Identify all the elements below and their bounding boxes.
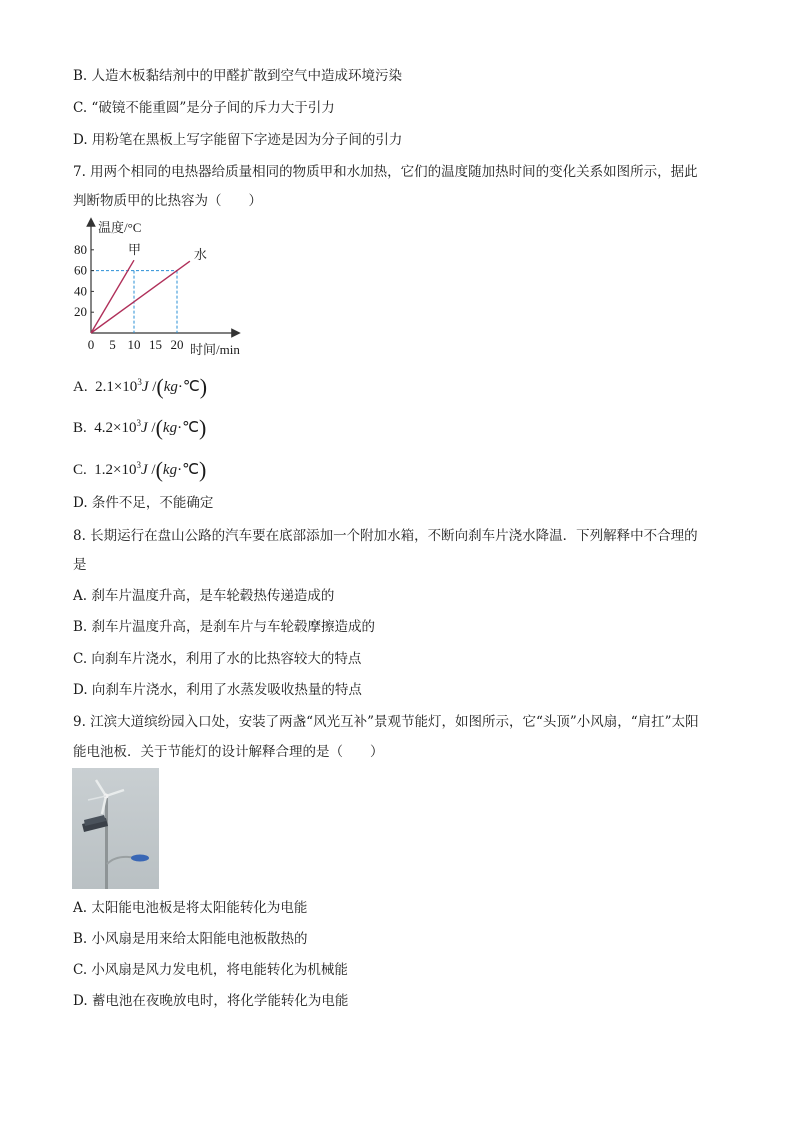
x-tick-label: 5 <box>109 337 116 352</box>
q9-option-a: A. 太阳能电池板是将太阳能转化为电能 <box>73 900 308 916</box>
q7-stem-line2: 判断物质甲的比热容为（ ） <box>73 193 262 209</box>
q8-stem-line1: 8. 长期运行在盘山公路的汽车要在底部添加一个附加水箱，不断向刹车片浇水降温．下列解释中不合理的 <box>73 528 698 544</box>
q9-option-d: D. 蓄电池在夜晚放电时，将化学能转化为电能 <box>73 993 349 1009</box>
temperature-time-chart <box>60 215 280 365</box>
series-line-1 <box>91 261 190 333</box>
x-axis-label: 时间/min <box>190 342 240 357</box>
q8-stem-line2: 是 <box>73 557 87 573</box>
x-tick-label: 0 <box>87 337 95 352</box>
x-tick-label: 15 <box>149 337 162 352</box>
q6-option-c: C. “破镜不能重圆”是分子间的斥力大于引力 <box>73 100 335 116</box>
q9-stem-line2: 能电池板．关于节能灯的设计解释合理的是（ ） <box>73 744 384 760</box>
q8-option-d: D. 向刹车片浇水，利用了水蒸发吸收热量的特点 <box>73 682 362 698</box>
q7-option-d: D. 条件不足，不能确定 <box>73 495 214 511</box>
y-tick-label: 40 <box>74 283 87 299</box>
q6-option-b: B. 人造木板黏结剂中的甲醛扩散到空气中造成环境污染 <box>73 68 403 84</box>
q9-stem-line1: 9. 江滨大道缤纷园入口处，安装了两盏“风光互补”景观节能灯，如图所示，它“头顶”小风扇，“肩扛”太阳 <box>73 714 699 730</box>
q6-option-d: D. 用粉笔在黑板上写字能留下字迹是因为分子间的引力 <box>73 132 403 148</box>
series-line-0 <box>91 260 134 333</box>
q9-option-c: C. 小风扇是风力发电机，将电能转化为机械能 <box>73 962 348 978</box>
y-tick-label: 20 <box>74 304 87 320</box>
q7-option-a: A. $2.1\times 10^3J$ /(kg·℃) <box>73 374 208 399</box>
y-tick-label: 60 <box>74 262 87 278</box>
series-label-0: 甲 <box>128 242 142 258</box>
q8-option-c: C. 向刹车片浇水，利用了水的比热容较大的特点 <box>73 651 362 667</box>
q8-option-b: B. 刹车片温度升高，是刹车片与车轮毂摩擦造成的 <box>73 619 376 635</box>
x-tick-label: 10 <box>127 337 141 352</box>
y-axis-label: 温度/°C <box>98 220 142 235</box>
lamp-head-icon <box>131 855 149 862</box>
series-label-1: 水 <box>193 247 207 263</box>
wind-solar-streetlight-photo <box>72 768 159 889</box>
q8-option-a: A. 刹车片温度升高，是车轮毂热传递造成的 <box>73 588 335 604</box>
q7-option-b: B. $4.2\times 10^3J$ /(kg·℃) <box>73 415 207 440</box>
q9-option-b: B. 小风扇是用来给太阳能电池板散热的 <box>73 931 308 947</box>
q7-option-c: C. $1.2\times 10^3J$ /(kg·℃) <box>73 457 207 482</box>
q7-stem-line1: 7. 用两个相同的电热器给质量相同的物质甲和水加热，它们的温度随加热时间的变化关系如图所示，据此 <box>73 164 698 180</box>
y-tick-label: 80 <box>74 241 87 257</box>
x-tick-label: 20 <box>170 337 184 352</box>
